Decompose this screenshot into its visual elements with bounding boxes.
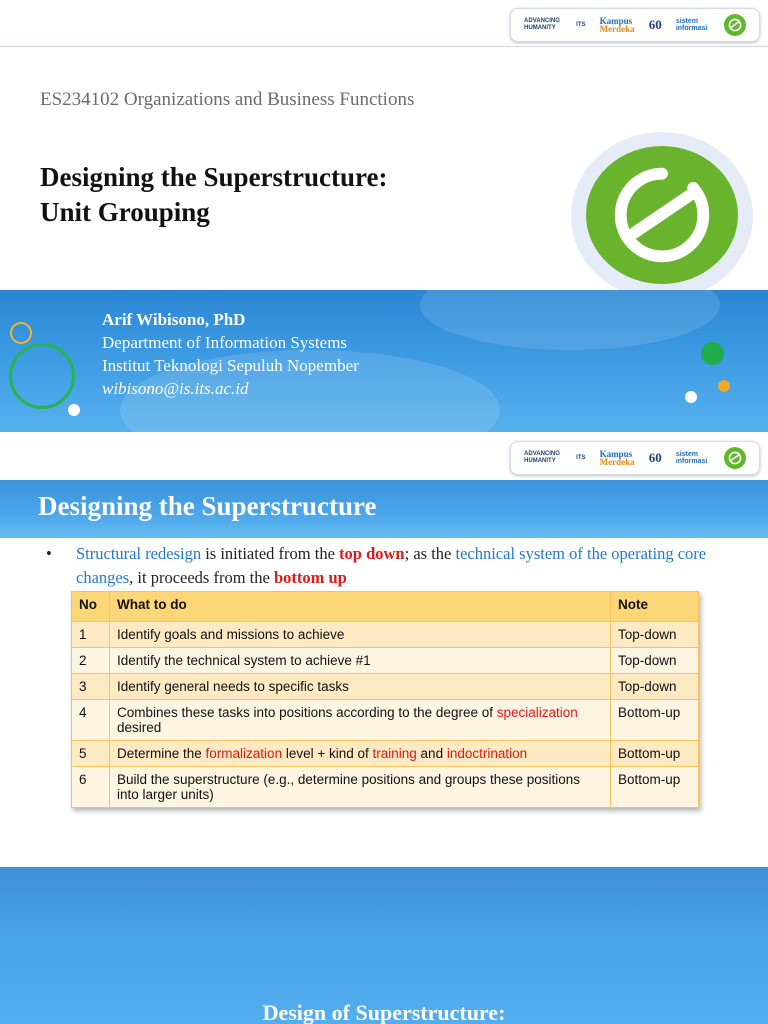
cell-what: Identify general needs to specific tasks: [110, 674, 611, 700]
table-row: [72, 741, 699, 767]
sistem-informasi-logo: sistem informasi: [675, 18, 708, 32]
title-line-2: Unit Grouping: [40, 197, 210, 227]
table-row: [72, 700, 699, 741]
decor-ring-yellow: [10, 322, 32, 344]
partner-logos-bar: [510, 441, 760, 475]
decor-dot: [718, 380, 730, 392]
cell-note: Top-down: [611, 674, 699, 700]
partner-logos-bar: [510, 8, 760, 42]
cell-what: Determine the formalization level + kind of training and indoctrination: [110, 741, 611, 767]
sixty-years-logo: 60: [648, 17, 662, 32]
advancing-humanity-logo: ADVANCING HUMANITY: [524, 451, 560, 464]
green-emblem-icon: [586, 146, 738, 284]
kampus-merdeka-logo: Kampus Merdeka: [599, 449, 635, 467]
dept-emblem-icon: [724, 447, 746, 469]
course-code-title: ES234102 Organizations and Business Functions: [40, 89, 415, 110]
cell-what: Identify the technical system to achieve #1: [110, 648, 611, 674]
section-title: Designing the Superstructure: [38, 491, 377, 521]
cell-what: Build the superstructure (e.g., determine positions and groups these positions into larger units): [110, 767, 611, 808]
cell-no: 2: [72, 648, 110, 674]
author-email[interactable]: wibisono@is.its.ac.id: [102, 379, 249, 398]
table-row: [72, 648, 699, 674]
cell-no: 4: [72, 700, 110, 741]
table-row: [72, 622, 699, 648]
author-banner: [0, 290, 768, 432]
cell-note: Bottom-up: [611, 767, 699, 808]
author-department: Department of Information Systems: [102, 333, 348, 352]
slide-title: [40, 160, 388, 230]
sixty-years-logo: 60: [648, 450, 662, 465]
its-logo: ITS: [576, 21, 586, 28]
column-header-what: What to do: [110, 592, 611, 622]
bullet-icon: •: [46, 544, 52, 563]
title-slide: [0, 0, 768, 432]
next-slide-preview: [0, 867, 768, 1024]
table-row: [72, 767, 699, 808]
advancing-humanity-logo: ADVANCING HUMANITY: [524, 18, 560, 31]
cell-note: Bottom-up: [611, 700, 699, 741]
cell-note: Bottom-up: [611, 741, 699, 767]
decor-ring-green: [9, 343, 75, 409]
table-row: [72, 674, 699, 700]
author-info: [102, 308, 359, 400]
bullet-text: Structural redesign is initiated from the top down; as the technical system of the operating core changes, it proceeds from the bottom up: [76, 544, 707, 587]
decor-dot: [701, 342, 724, 365]
cell-no: 3: [72, 674, 110, 700]
author-name: Arif Wibisono, PhD: [102, 310, 246, 329]
cell-no: 1: [72, 622, 110, 648]
cell-note: Top-down: [611, 622, 699, 648]
author-institute: Institut Teknologi Sepuluh Nopember: [102, 356, 359, 375]
column-header-note: Note: [611, 592, 699, 622]
decor-dot: [685, 391, 697, 403]
decor-dot: [68, 404, 80, 416]
dept-emblem-icon: [724, 14, 746, 36]
steps-table: [71, 591, 699, 808]
column-header-no: No: [72, 592, 110, 622]
cell-no: 6: [72, 767, 110, 808]
its-logo: ITS: [576, 454, 586, 461]
kampus-merdeka-logo: Kampus Merdeka: [599, 16, 635, 34]
cell-what: Combines these tasks into positions according to the degree of specialization desired: [110, 700, 611, 741]
table-header-row: [72, 592, 699, 622]
cell-no: 5: [72, 741, 110, 767]
content-slide: [0, 433, 768, 865]
sistem-informasi-logo: sistem informasi: [675, 451, 708, 465]
title-line-1: Designing the Superstructure:: [40, 162, 388, 192]
cell-what: Identify goals and missions to achieve: [110, 622, 611, 648]
cell-note: Top-down: [611, 648, 699, 674]
next-slide-title: Design of Superstructure:: [262, 1000, 506, 1024]
header-divider: [0, 46, 768, 47]
